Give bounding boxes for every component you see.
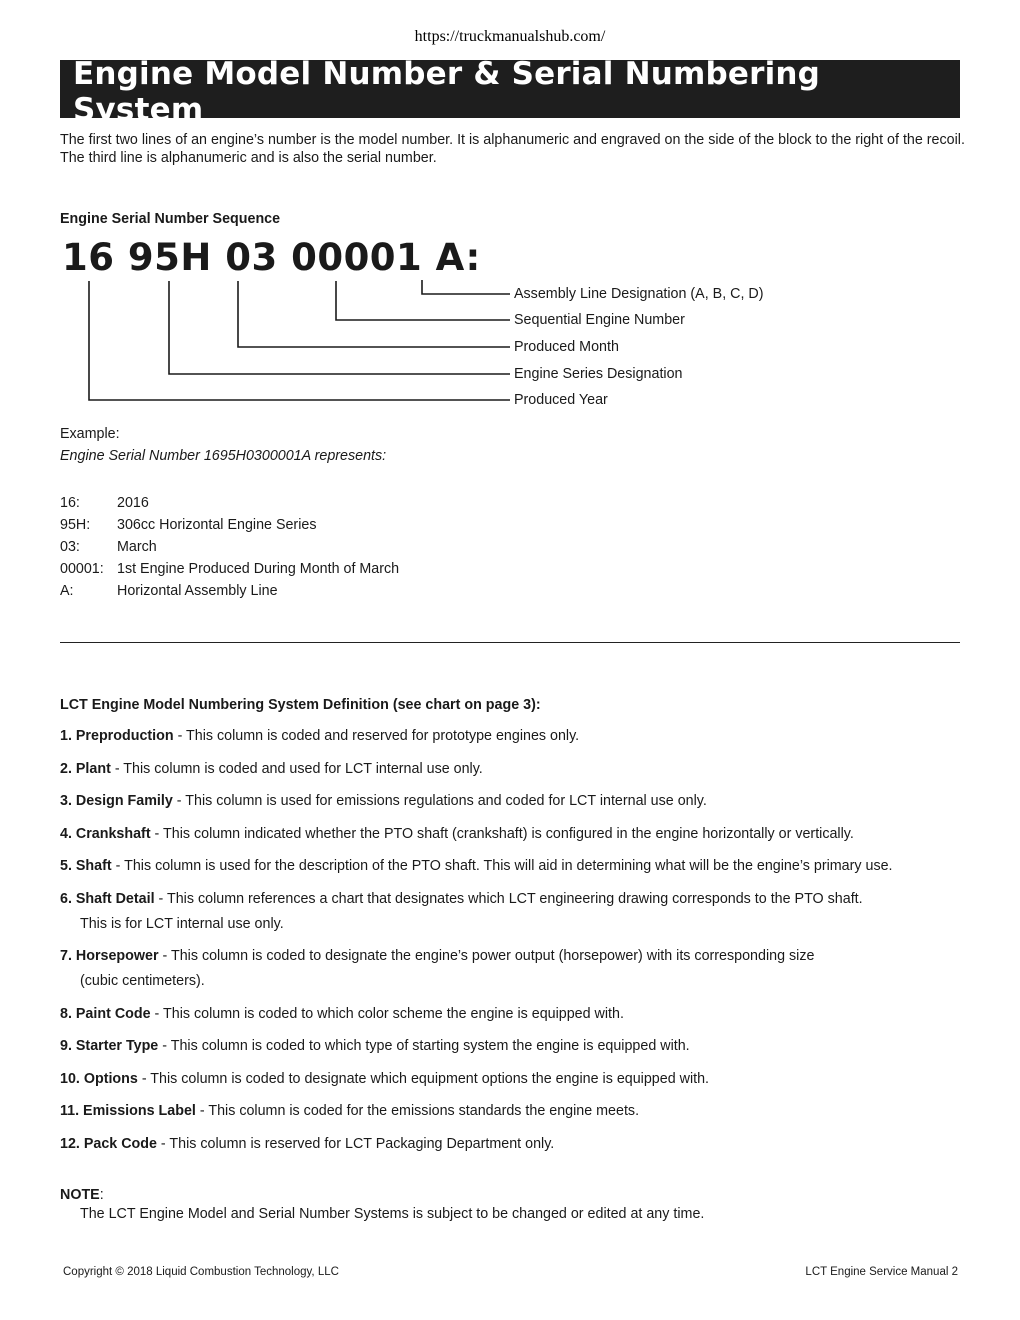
- page-title: Engine Model Number & Serial Numbering System: [73, 56, 821, 128]
- footer-copyright: Copyright © 2018 Liquid Combustion Technology, LLC: [63, 1266, 339, 1278]
- serial-connector-lines: [0, 0, 1020, 420]
- example-key: 95H:: [60, 517, 91, 533]
- legend-produced-month: Produced Month: [514, 339, 619, 355]
- definition-text: - This column is coded to which color scheme the engine is equipped with.: [150, 1006, 624, 1022]
- example-value: Horizontal Assembly Line: [117, 583, 278, 599]
- legend-produced-year: Produced Year: [514, 392, 608, 408]
- definition-text: - This column references a chart that designates which LCT engineering drawing corresponds to the PTO shaft.: [154, 891, 863, 907]
- definition-text: - This column is coded and used for LCT internal use only.: [110, 761, 483, 777]
- definition-item: [60, 724, 960, 749]
- connector-series: [169, 281, 510, 374]
- definition-item: [60, 1067, 960, 1092]
- definition-text: - This column is coded and reserved for prototype engines only.: [173, 728, 580, 744]
- definition-text: - This column is used for emissions regulations and coded for LCT internal use only.: [172, 793, 707, 809]
- example-key: 03:: [60, 539, 80, 555]
- example-row: [60, 536, 399, 558]
- legend-sequential-number: Sequential Engine Number: [514, 312, 685, 328]
- footer-page-label: LCT Engine Service Manual 2: [805, 1266, 958, 1278]
- connector-sequential: [336, 281, 510, 320]
- definition-item: [60, 757, 960, 782]
- definition-term: 3. Design Family: [60, 793, 173, 809]
- definition-item: [60, 854, 960, 879]
- example-description: Engine Serial Number 1695H0300001A represents:: [60, 448, 387, 464]
- definition-continuation: This is for LCT internal use only.: [80, 916, 284, 932]
- definition-item: [60, 887, 960, 937]
- section-divider: [60, 642, 960, 643]
- note-colon: :: [99, 1187, 104, 1203]
- definition-text: - This column is coded for the emissions standards the engine meets.: [195, 1103, 640, 1119]
- definition-item: [60, 1034, 960, 1059]
- definition-continuation: (cubic centimeters).: [80, 973, 205, 989]
- source-url[interactable]: https://truckmanualshub.com/: [414, 28, 606, 45]
- definition-term: 8. Paint Code: [60, 1006, 151, 1022]
- example-value: March: [117, 539, 157, 555]
- connector-year: [89, 281, 510, 400]
- connector-assembly-line: [422, 280, 510, 294]
- example-row: [60, 492, 399, 514]
- connector-month: [238, 281, 510, 347]
- example-key: 00001:: [60, 561, 104, 577]
- definition-text: - This column indicated whether the PTO shaft (crankshaft) is configured in the engine horizontally or vertically.: [150, 826, 854, 842]
- definition-term: 7. Horsepower: [60, 948, 159, 964]
- definition-text: - This column is coded to designate which equipment options the engine is equipped with.: [137, 1071, 710, 1087]
- definition-item: [60, 944, 960, 994]
- serial-number-example: 16 95H 03 00001 A:: [62, 236, 481, 279]
- note-label: [60, 1187, 104, 1203]
- definition-item: [60, 1002, 960, 1027]
- definition-text: - This column is reserved for LCT Packaging Department only.: [156, 1136, 555, 1152]
- example-value: 2016: [117, 495, 149, 511]
- definition-text: - This column is coded to which type of starting system the engine is equipped with.: [158, 1038, 690, 1054]
- definition-term: 9. Starter Type: [60, 1038, 159, 1054]
- definition-term: 10. Options: [60, 1071, 138, 1087]
- definition-term: 6. Shaft Detail: [60, 891, 155, 907]
- example-label: Example:: [60, 426, 120, 442]
- definition-text: - This column is coded to designate the engine’s power output (horsepower) with its corresponding size: [158, 948, 815, 964]
- intro-paragraph: The first two lines of an engine’s number is the model number. It is alphanumeric and engraved on the side of the block to the right of the recoil. The third line is alphanumeric and is also the serial number.: [60, 132, 965, 166]
- definition-item: [60, 822, 960, 847]
- definition-item: [60, 789, 960, 814]
- example-row: [60, 514, 399, 536]
- sequence-heading: Engine Serial Number Sequence: [60, 211, 281, 227]
- legend-assembly-line: Assembly Line Designation (A, B, C, D): [514, 286, 764, 302]
- definition-term: 1. Preproduction: [60, 728, 174, 744]
- example-value: 306cc Horizontal Engine Series: [117, 517, 317, 533]
- definition-text: - This column is used for the description of the PTO shaft. This will aid in determining what will be the engine’s primary use.: [111, 858, 893, 874]
- example-breakdown: [60, 492, 399, 602]
- definition-term: 12. Pack Code: [60, 1136, 157, 1152]
- example-row: [60, 580, 399, 602]
- example-key: A:: [60, 583, 74, 599]
- definition-term: 2. Plant: [60, 761, 111, 777]
- definition-term: 4. Crankshaft: [60, 826, 151, 842]
- note-label-text: NOTE: [60, 1187, 100, 1203]
- example-value: 1st Engine Produced During Month of March: [117, 561, 400, 577]
- definition-term: 5. Shaft: [60, 858, 112, 874]
- example-key: 16:: [60, 495, 80, 511]
- note-text: The LCT Engine Model and Serial Number Systems is subject to be changed or edited at any time.: [80, 1206, 705, 1222]
- definition-item: [60, 1132, 960, 1157]
- definition-item: [60, 1099, 960, 1124]
- legend-series-designation: Engine Series Designation: [514, 366, 683, 382]
- example-row: [60, 558, 399, 580]
- definitions-heading: LCT Engine Model Numbering System Definition (see chart on page 3):: [60, 697, 541, 713]
- definition-term: 11. Emissions Label: [60, 1103, 196, 1119]
